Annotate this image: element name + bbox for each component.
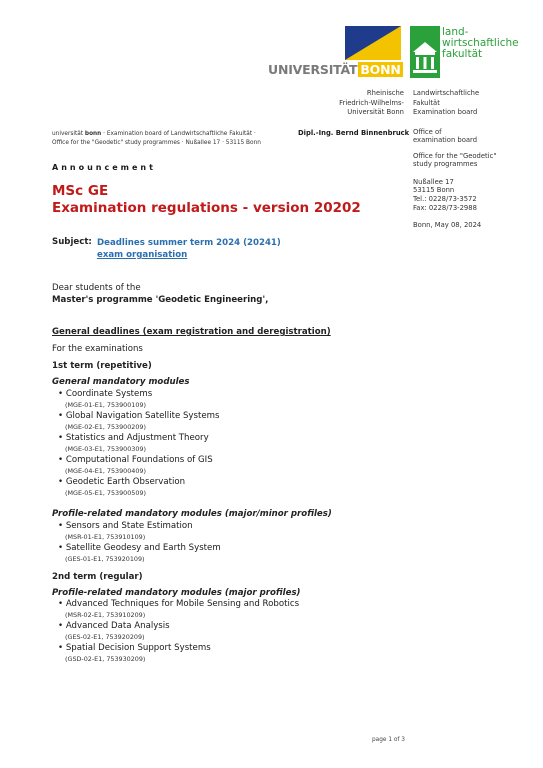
list-item: • Sensors and State Estimation bbox=[58, 521, 193, 531]
university-logo-mark-icon bbox=[345, 26, 401, 60]
address-line: Nußallee 17 bbox=[413, 177, 454, 186]
sender-line: Universität Bonn bbox=[347, 108, 404, 116]
module-group-heading: Profile-related mandatory modules (major profiles) bbox=[52, 588, 301, 598]
university-wordmark: UNIVERSITÄT BONN bbox=[268, 62, 401, 77]
term-heading: 1st term (repetitive) bbox=[52, 361, 152, 371]
address-line: 53115 Bonn bbox=[413, 186, 455, 195]
module-group-heading: Profile-related mandatory modules (major/minor profiles) bbox=[52, 509, 332, 519]
page-number: page 1 of 3 bbox=[372, 737, 405, 743]
list-item: • Spatial Decision Support Systems bbox=[58, 643, 211, 653]
list-item: • Computational Foundations of GIS bbox=[58, 455, 213, 465]
intro-text: For the examinations bbox=[52, 344, 143, 354]
sender-line: Rheinische bbox=[366, 89, 404, 97]
module-code: (GES-02-E1, 753920209) bbox=[65, 633, 145, 641]
module-code: (GSD-02-E1, 753930209) bbox=[65, 655, 146, 663]
module-list bbox=[58, 599, 299, 665]
faculty-wordmark-line: land- bbox=[442, 26, 469, 38]
faculty-board: Examination board bbox=[413, 108, 478, 116]
faculty-name: Fakultät bbox=[413, 98, 440, 107]
term-heading: 2nd term (regular) bbox=[52, 572, 143, 582]
list-item: • Satellite Geodesy and Earth System bbox=[58, 543, 221, 553]
signatory-name: Dipl.-Ing. Bernd Binnenbruck bbox=[298, 129, 410, 137]
section-heading: General deadlines (exam registration and deregistration) bbox=[52, 327, 331, 337]
fax-number: Fax: 0228/73-2988 bbox=[413, 203, 477, 212]
right-column bbox=[413, 89, 496, 230]
module-code: (MGE-01-E1, 753900109) bbox=[65, 401, 146, 409]
university-logo bbox=[268, 26, 401, 78]
module-list bbox=[58, 389, 220, 499]
phone-number: Tel.: 0228/73-3572 bbox=[413, 195, 477, 204]
salutation-line2: Master's programme 'Geodetic Engineering', bbox=[52, 295, 269, 305]
module-group-heading: General mandatory modules bbox=[52, 377, 190, 387]
title-line1: MSc GE bbox=[52, 183, 109, 199]
return-address-bonn: bonn bbox=[84, 131, 102, 137]
list-item: • Advanced Data Analysis bbox=[58, 621, 170, 631]
office-line: study programmes bbox=[413, 160, 478, 169]
faculty-wordmark-line: wirtschaftliche bbox=[442, 37, 519, 49]
module-code: (MGE-05-E1, 753900509) bbox=[65, 489, 146, 497]
title-line2: Examination regulations - version 20202 bbox=[52, 200, 361, 216]
subject-line2: exam organisation bbox=[97, 250, 188, 260]
return-address-line1: · Examination board of Landwirtschaftliche Fakultät · bbox=[101, 131, 256, 137]
module-code: (GES-01-E1, 753920109) bbox=[65, 555, 145, 563]
list-item: • Statistics and Adjustment Theory bbox=[58, 433, 209, 443]
letter-date: Bonn, May 08, 2024 bbox=[413, 221, 482, 230]
module-code: (MSR-01-E1, 753910109) bbox=[65, 533, 146, 541]
subject-label: Subject: bbox=[52, 237, 92, 247]
subject-text bbox=[97, 237, 281, 261]
return-address-line2: Office for the "Geodetic" study programmes · Nußallee 17 · 53115 Bonn bbox=[52, 139, 261, 146]
faculty-wordmark bbox=[442, 27, 519, 60]
return-address bbox=[52, 130, 261, 147]
office-line: Office for the "Geodetic" bbox=[413, 151, 497, 160]
module-code: (MGE-02-E1, 753900209) bbox=[65, 423, 146, 431]
module-code: (MSR-02-E1, 753910209) bbox=[65, 611, 146, 619]
salutation-line1: Dear students of the bbox=[52, 283, 141, 293]
announcement-label: Announcement bbox=[52, 163, 156, 172]
subject-line1: Deadlines summer term 2024 (20241) bbox=[97, 238, 281, 248]
sender-line: Friedrich-Wilhelms- bbox=[339, 98, 404, 107]
faculty-building-icon bbox=[410, 26, 440, 78]
list-item: • Advanced Techniques for Mobile Sensing and Robotics bbox=[58, 599, 300, 609]
sender-block bbox=[300, 89, 404, 118]
return-address-prefix: universität bbox=[52, 131, 85, 137]
office-line: examination board bbox=[413, 136, 478, 145]
list-item: • Geodetic Earth Observation bbox=[58, 477, 186, 487]
faculty-logo bbox=[410, 26, 534, 78]
faculty-wordmark-line: fakultät bbox=[442, 48, 483, 60]
module-code: (MGE-04-E1, 753900409) bbox=[65, 467, 146, 475]
salutation bbox=[52, 282, 268, 306]
module-code: (MGE-03-E1, 753900309) bbox=[65, 445, 146, 453]
list-item: • Coordinate Systems bbox=[58, 389, 153, 399]
faculty-name: Landwirtschaftliche bbox=[413, 89, 480, 97]
list-item: • Global Navigation Satellite Systems bbox=[58, 411, 220, 421]
document-title bbox=[52, 183, 361, 217]
module-list bbox=[58, 521, 221, 565]
office-line: Office of bbox=[413, 127, 442, 136]
